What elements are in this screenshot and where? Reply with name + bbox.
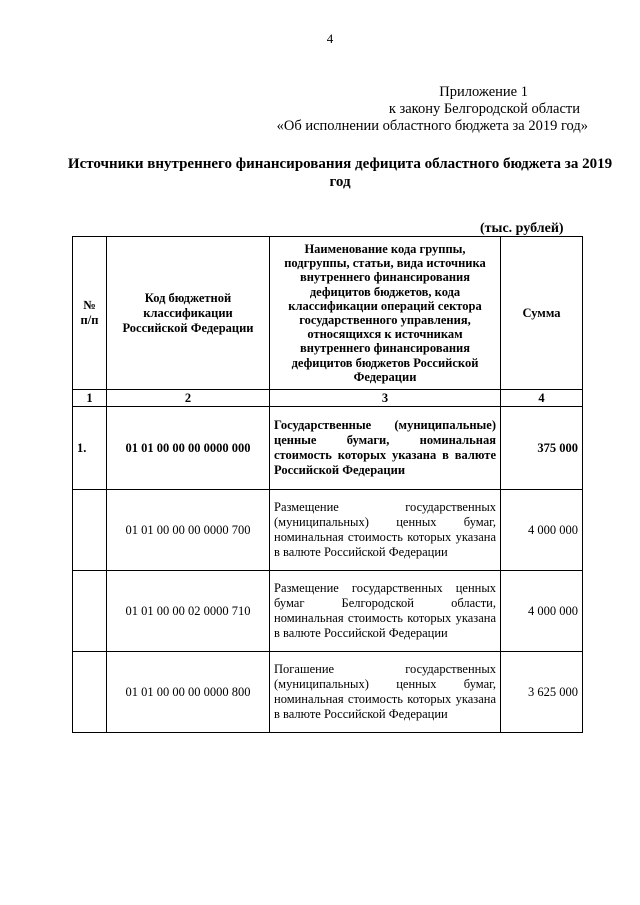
row-number: 1. bbox=[73, 407, 107, 490]
appendix-line-1: к закону Белгородской области bbox=[388, 101, 580, 117]
row-code: 01 01 00 00 02 0000 710 bbox=[107, 571, 270, 652]
appendix-block bbox=[277, 84, 588, 135]
header-name: Наименование кода группы, подгруппы, статьи, вида источника внутреннего финансирования дефицитов бюджетов, кода классификации операций сектора государственного управления, относящихся к источникам внутреннего финансирования дефицитов бюджетов Российской Федерации bbox=[270, 237, 501, 390]
document-title: Источники внутреннего финансирования дефицита областного бюджета за 2019 год bbox=[67, 156, 613, 190]
financing-sources-table bbox=[72, 236, 583, 733]
page-number: 4 bbox=[326, 31, 334, 46]
row-number bbox=[73, 652, 107, 733]
table-header-row bbox=[73, 237, 583, 390]
row-number bbox=[73, 490, 107, 571]
row-code: 01 01 00 00 00 0000 800 bbox=[107, 652, 270, 733]
row-sum: 4 000 000 bbox=[501, 490, 583, 571]
row-name: Погашение государственных (муниципальных) ценных бумаг, номинальная стоимость которых указана в валюте Российской Федерации bbox=[270, 652, 501, 733]
appendix-line-2: «Об исполнении областного бюджета за 2019 год» bbox=[276, 118, 588, 134]
row-code: 01 01 00 00 00 0000 000 bbox=[107, 407, 270, 490]
row-sum: 375 000 bbox=[501, 407, 583, 490]
row-code: 01 01 00 00 00 0000 700 bbox=[107, 490, 270, 571]
table-row bbox=[73, 490, 583, 571]
table-row bbox=[73, 571, 583, 652]
row-sum: 3 625 000 bbox=[501, 652, 583, 733]
row-name: Государственные (муниципальные) ценные бумаги, номинальная стоимость которых указана в валюте Российской Федерации bbox=[270, 407, 501, 490]
column-number: 1 bbox=[73, 390, 107, 407]
header-sum: Сумма bbox=[501, 237, 583, 390]
column-number: 3 bbox=[270, 390, 501, 407]
column-number: 2 bbox=[107, 390, 270, 407]
appendix-title: Приложение 1 bbox=[439, 84, 528, 100]
table-row bbox=[73, 407, 583, 490]
column-number: 4 bbox=[501, 390, 583, 407]
row-name: Размещение государственных ценных бумаг Белгородской области, номинальная стоимость которых указана в валюте Российской Федерации bbox=[270, 571, 501, 652]
row-sum: 4 000 000 bbox=[501, 571, 583, 652]
units-label: (тыс. рублей) bbox=[480, 221, 564, 236]
column-numbers-row bbox=[73, 390, 583, 407]
table-row bbox=[73, 652, 583, 733]
header-code: Код бюджетной классификации Российской Федерации bbox=[107, 237, 270, 390]
header-number: № п/п bbox=[73, 237, 107, 390]
row-number bbox=[73, 571, 107, 652]
row-name: Размещение государственных (муниципальных) ценных бумаг, номинальная стоимость которых указана в валюте Российской Федерации bbox=[270, 490, 501, 571]
